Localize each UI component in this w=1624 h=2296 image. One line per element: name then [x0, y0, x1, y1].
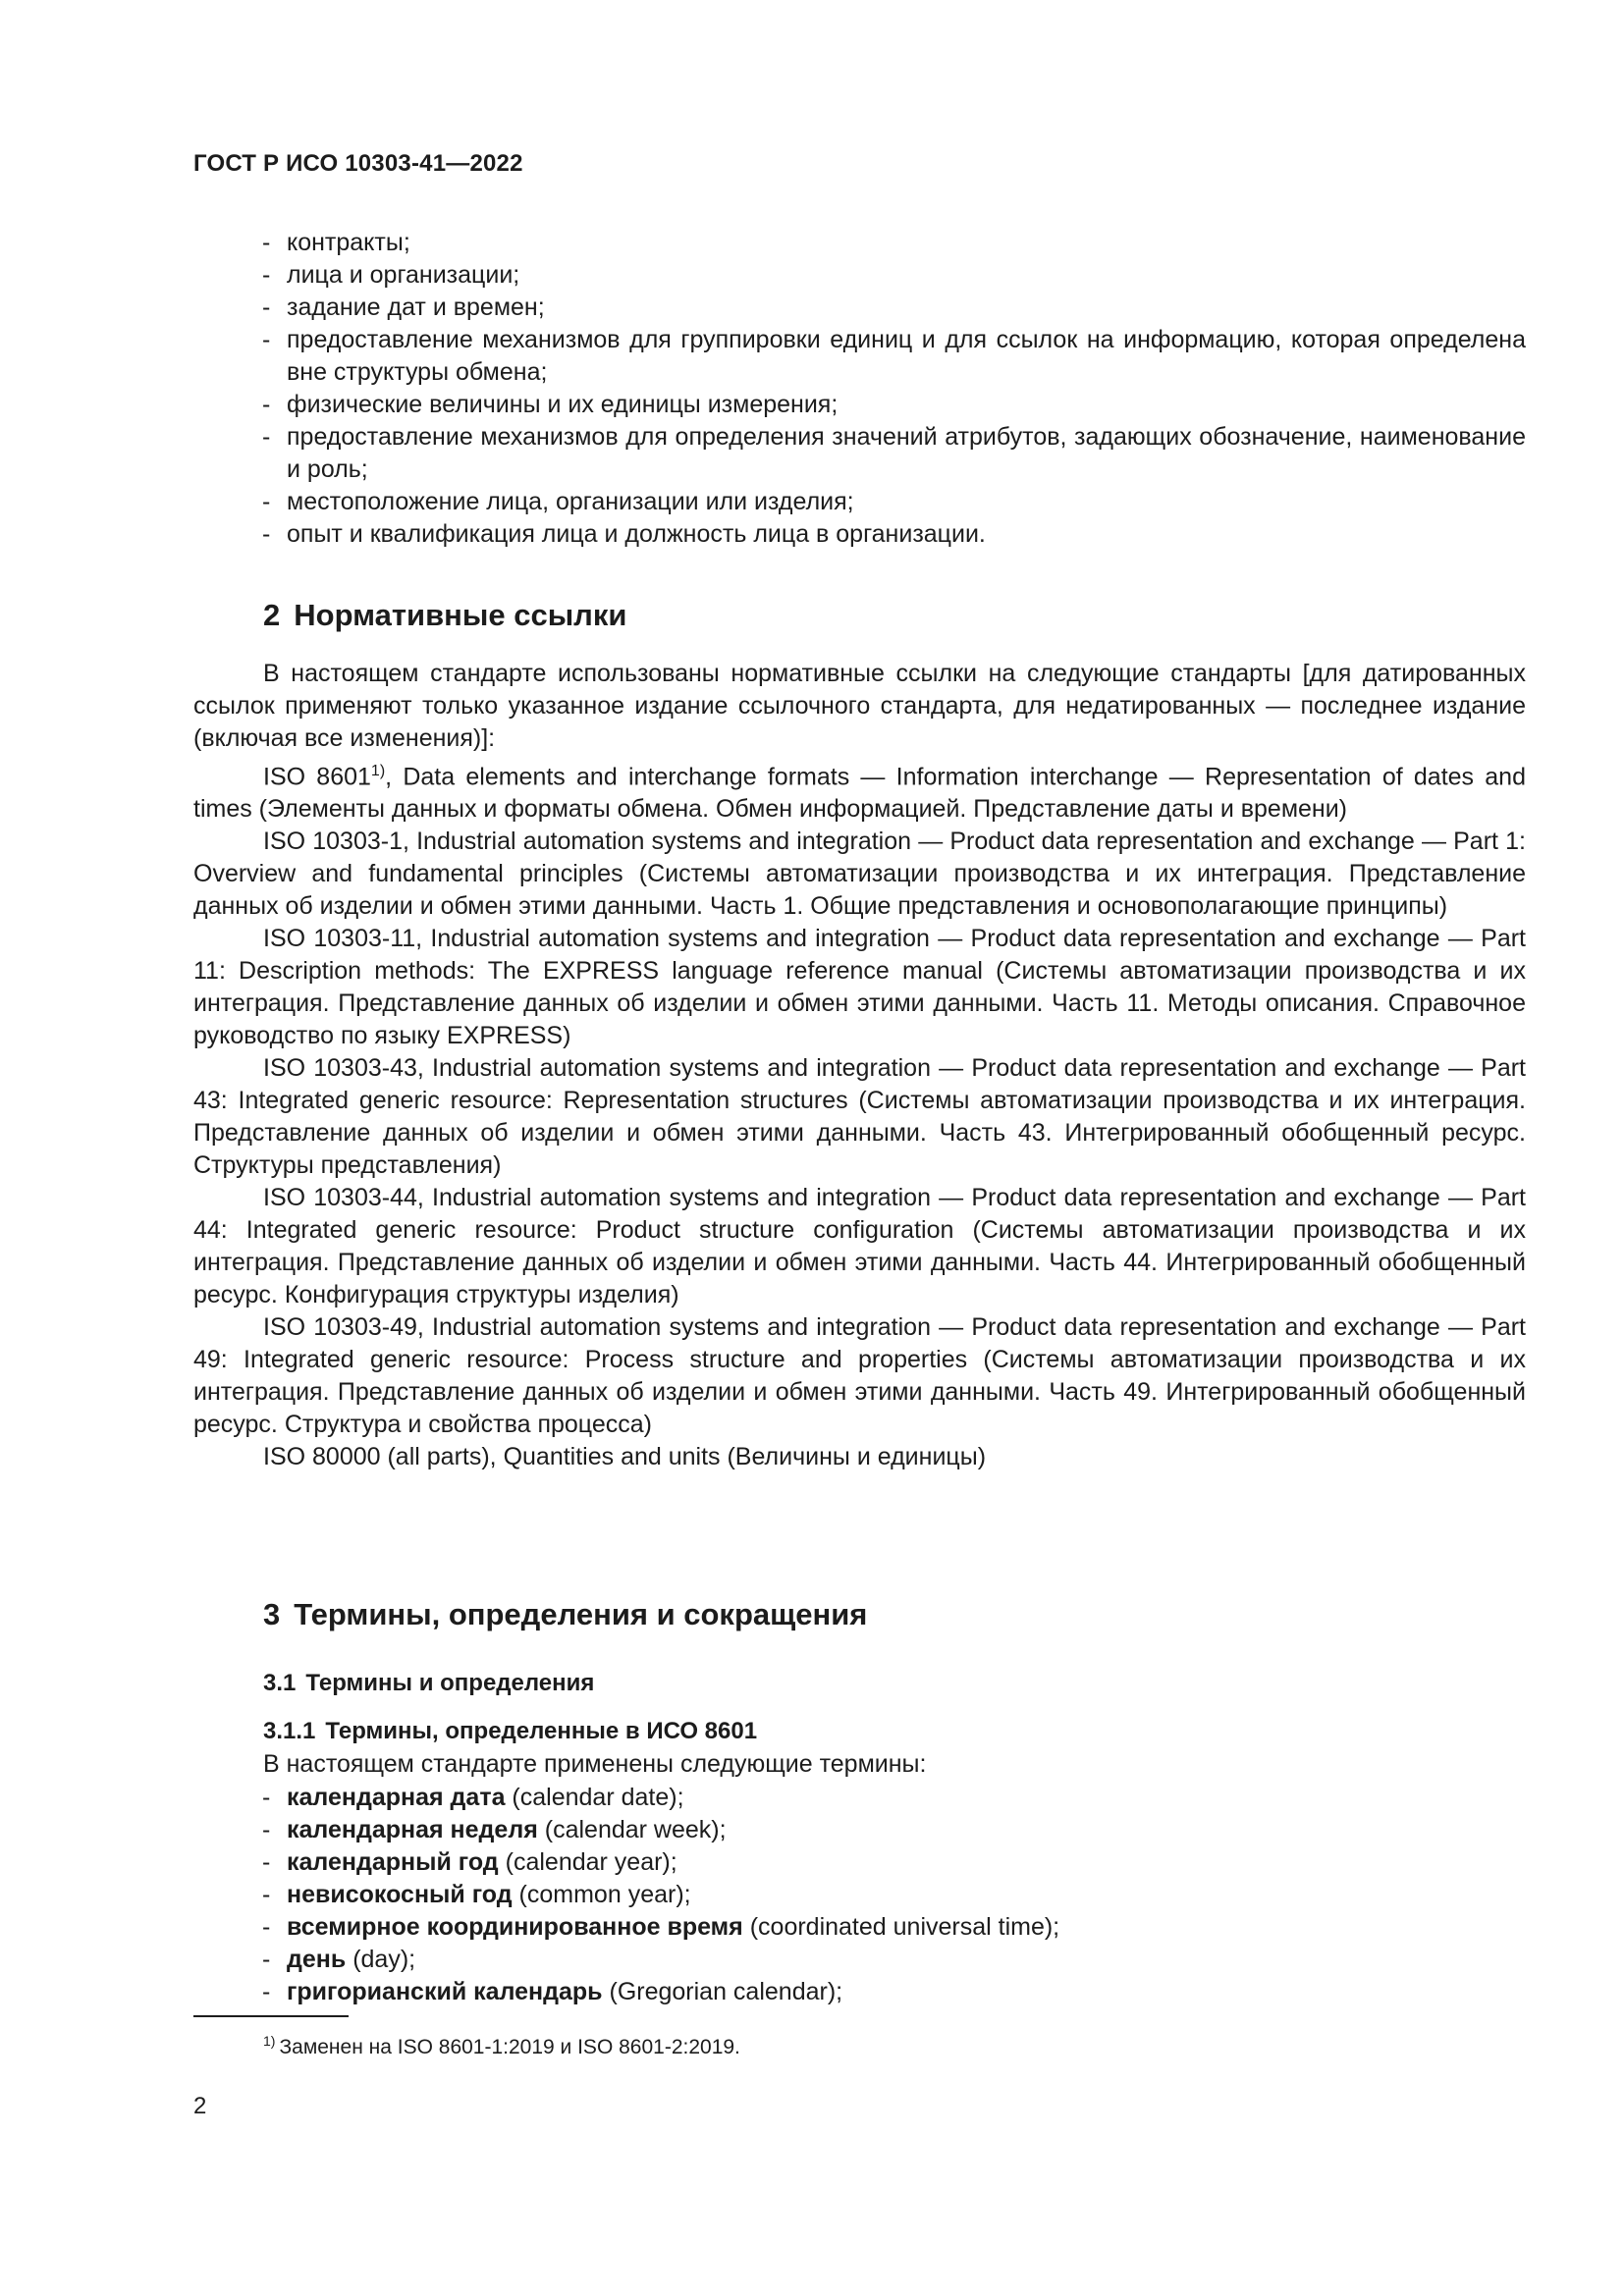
footnote-marker: 1) [370, 763, 386, 779]
reference-item: ISO 10303-43, Industrial automation systems and integration — Product data representation and exchange — Part 43: Integrated generic resource: Representation structures (Системы автоматизации производства и их интеграция. Представление данных об изделии и обмен этими данными. Часть 43. Интегрированный обобщенный ресурс. Структуры представления) [193, 1054, 1527, 1180]
term-item: - невисокосный год (common year); [193, 1879, 1526, 1911]
reference-item: ISO 10303-1, Industrial automation systems and integration — Product data representation and exchange — Part 1: Overview and fundamental principles (Системы автоматизации производства и их интеграция. Представление данных об изделии и обмен этими данными. Часть 1. Общие представления и основополагающие принципы) [193, 828, 1526, 921]
reference-item: ISO 10303-44, Industrial automation systems and integration — Product data representation and exchange — Part 44: Integrated generic resource: Product structure configuration (Системы автоматизации производства и их интеграция. Представление данных об изделии и обмен этими данными. Часть 44. Интегрированный обобщенный ресурс. Конфигурация структуры изделия) [193, 1184, 1527, 1309]
term: григорианский календарь [287, 1978, 603, 2005]
term: день [287, 1946, 347, 1973]
list-dash: - [262, 261, 271, 289]
list-dash: - [262, 1913, 271, 1941]
reference-item: ISO 80000 (all parts), Quantities and units (Величины и единицы) [263, 1443, 987, 1471]
term: календарная неделя [287, 1816, 538, 1843]
list-item: - лица и организации; [193, 259, 1526, 292]
list-dash: - [262, 326, 271, 353]
list-dash: - [262, 1946, 271, 1973]
list-item: - предоставление механизмов для группировки единиц и для ссылок на информацию, которая определена вне структуры обмена; [262, 326, 1526, 386]
list-dash: - [262, 391, 271, 418]
list-dash: - [262, 1784, 271, 1811]
list-item: - задание дат и времен; [193, 292, 1526, 324]
list-dash: - [262, 1978, 271, 2005]
list-item: - местоположение лица, организации или изделия; [193, 486, 1526, 518]
term-item: - всемирное координированное время (coordinated universal time); [193, 1911, 1526, 1944]
term: календарный год [287, 1848, 499, 1876]
list-item: - опыт и квалификация лица и должность лица в организации. [193, 518, 1526, 551]
list-item: - физические величины и их единицы измерения; [193, 389, 1526, 421]
scope-list [193, 227, 1526, 551]
references-intro: В настоящем стандарте использованы нормативные ссылки на следующие стандарты [для датированных ссылок применяют только указанное издание ссылочного стандарта, для недатированных — последнее издание (включая все изменения)]: [193, 660, 1526, 752]
term-item: - день (day); [193, 1944, 1526, 1976]
reference-item: ISO 10303-49, Industrial automation systems and integration — Product data representation and exchange — Part 49: Integrated generic resource: Process structure and properties (Системы автоматизации производства и их интеграция. Представление данных об изделии и обмен этими данными. Часть 49. Интегрированный обобщенный ресурс. Структура и свойства процесса) [193, 1313, 1527, 1439]
reference-item: ISO 10303-11, Industrial automation systems and integration — Product data representation and exchange — Part 11: Description methods: The EXPRESS language reference manual (Системы автоматизации производства и их интеграция. Представление данных об изделии и обмен этими данными. Часть 11. Методы описания. Справочное руководство по языку EXPRESS) [193, 925, 1526, 1050]
term-item: - календарный год (calendar year); [193, 1846, 1526, 1879]
subsection-3-1-1-heading: 3.1.1 Термины, определенные в ИСО 8601 [263, 1718, 758, 1744]
list-dash: - [262, 423, 271, 451]
section-2-heading: 2 Нормативные ссылки [263, 598, 627, 632]
term: всемирное координированное время [287, 1913, 743, 1941]
list-dash: - [262, 1816, 271, 1843]
term-item: - календарная дата (calendar date); [193, 1782, 1526, 1814]
terms-list [193, 1782, 1526, 2008]
term-item: - григорианский календарь (Gregorian calendar); [193, 1976, 1526, 2008]
running-header: ГОСТ Р ИСО 10303-41—2022 [193, 150, 523, 177]
term-item: - календарная неделя (calendar week); [193, 1814, 1526, 1846]
footnote: $^{1)}$ Заменен на ISO 8601-1:2019 и ISO 8601-2:2019. [263, 2033, 740, 2058]
list-dash: - [262, 520, 271, 548]
normative-references [193, 658, 1526, 1473]
term: календарная дата [287, 1784, 506, 1811]
terms-intro: В настоящем стандарте применены следующие термины: [263, 1750, 927, 1778]
subsection-3-1-heading: 3.1 Термины и определения [263, 1670, 595, 1696]
list-item: - предоставление механизмов для определения значений атрибутов, задающих обозначение, наименование и роль; [262, 423, 1526, 483]
footnote-divider [193, 2015, 349, 2017]
section-3-heading: 3 Термины, определения и сокращения [263, 1597, 868, 1631]
page-number: 2 [193, 2093, 207, 2119]
reference-item: ISO 8601$^{1)}$, Data elements and interchange formats — Information interchange — Representation of dates and times (Элементы данных и форматы обмена. Обмен информацией. Представление даты и времени) [193, 763, 1526, 824]
list-item: - контракты; [193, 227, 1526, 259]
list-dash: - [262, 294, 271, 321]
list-dash: - [262, 488, 271, 515]
list-dash: - [262, 229, 271, 256]
footnote-marker: 1) [263, 2033, 276, 2049]
list-dash: - [262, 1881, 271, 1908]
term: невисокосный год [287, 1881, 513, 1908]
list-dash: - [262, 1848, 271, 1876]
